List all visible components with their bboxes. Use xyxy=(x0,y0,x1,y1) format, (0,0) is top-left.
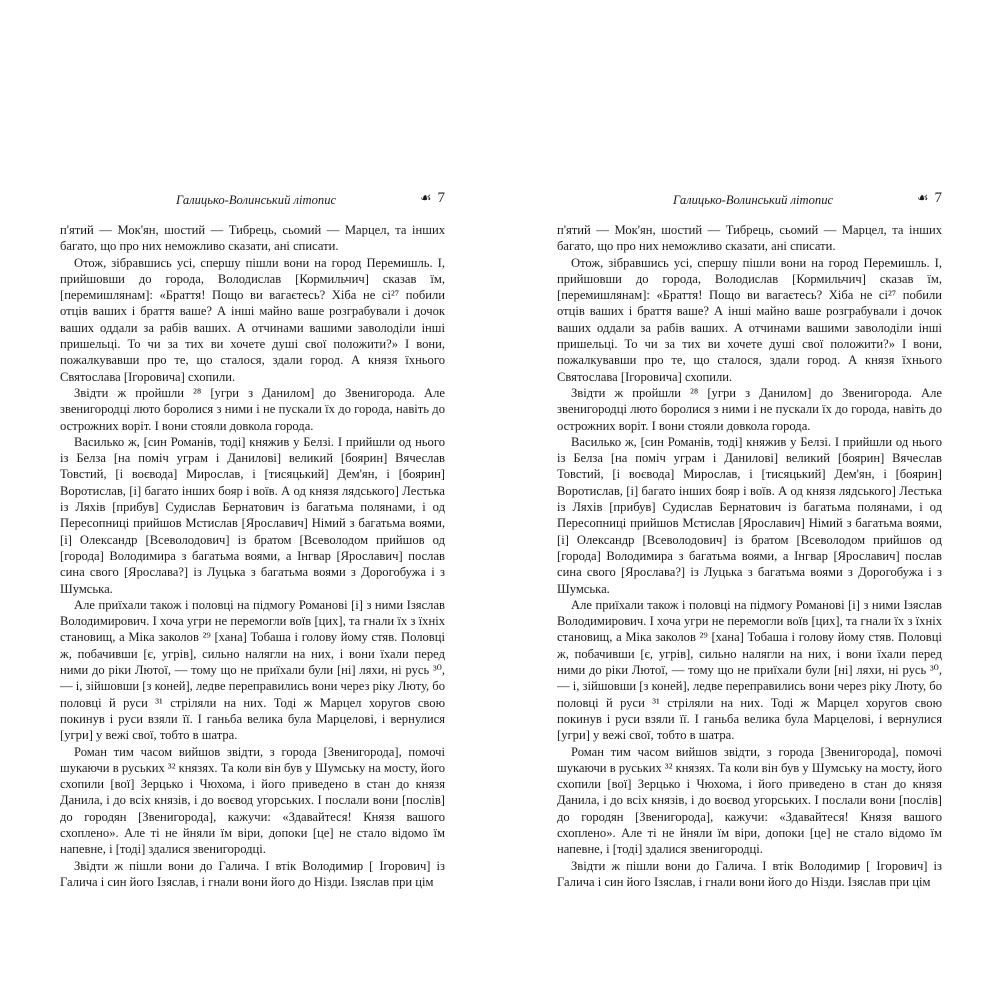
paragraph: Звідти ж пройшли ²⁸ [угри з Данилом] до Звенигорода. Але звенигородці люто боролися з ними і не пускали їх до города, навіть до острожних воріт. І вони стояли довкола города. xyxy=(60,385,445,433)
left-page xyxy=(60,192,445,890)
page-number-block xyxy=(917,190,942,206)
paragraph: Але приїхали також і половці на підмогу Романові [і] з ними Ізяслав Володимирович. І хоча угри не перемогли воїв [цих], та гнали їх з їхніх становищ, а Міка заколов ²⁹ [хана] Тобаша і голову йому стяв. Половці ж, побачивши [є, угрів], сильно налягли на них, і вони їхали перед ними до ріки Лютої, — тому що не приїхали були [ні] ляхи, ні русь ³⁰, — і, зійшовши [з коней], ледве переправились вони через ріку Люту, бо половці й руси ³¹ стріляли на них. Тоді ж Марцел хоругов свою покинув і руси взяли її. І ганьба велика була Марцелові, і вернулися [угри] у вежі свої, тобто в шатра. xyxy=(557,597,942,743)
fleuron-icon: ☙ xyxy=(419,190,432,205)
paragraph: Отож, зібравшись усі, спершу пішли вони на город Перемишль. І, прийшовши до города, Володислав [Кормильчич] сказав їм, [перемишлянам]: «Браття! Пощо ви вагаєтесь? Хіба не сі²⁷ побили отців ваших і браття ваше? А інші майно ваше розграбували і дочок ваших оддали за рабів ваших. А отчинами вашими заволоділи інші пришельці. То чи за тих ви хочете душі свої положити?» І вони, пожалкувавши про те, що сталося, здали город. А князя їхнього Святослава [Ігоровича] схопили. xyxy=(60,255,445,384)
page-number-block xyxy=(420,190,445,206)
paragraph: п'ятий — Мок'ян, шостий — Тибрець, сьомий — Марцел, та інших багато, що про них неможливо сказати, ані списати. xyxy=(60,223,445,254)
right-page xyxy=(557,192,942,890)
running-header xyxy=(557,192,942,212)
paragraph: Роман тим часом вийшов звідти, з города [Звенигорода], помочі шукаючи в руських ³² князях. Та коли він був у Шумську на мосту, його схопили [вої] Зерцько і Чюхома, і його приведено в стан до князя Данила, і до всіх князів, і до воєвод угорських. І послали вони [послів] до городян [Звенигорода], кажучи: «Здавайтеся! Князя вашого схоплено». Але ті не йняли їм віри, допоки [це] не стало відомо їм напевне, і [тоді] здалися звенигородці. xyxy=(60,744,445,857)
page-number: 7 xyxy=(437,190,445,206)
paragraph: Отож, зібравшись усі, спершу пішли вони на город Перемишль. І, прийшовши до города, Володислав [Кормильчич] сказав їм, [перемишлянам]: «Браття! Пощо ви вагаєтесь? Хіба не сі²⁷ побили отців ваших і браття ваше? А інші майно ваше розграбували і дочок ваших оддали за рабів ваших. А отчинами вашими заволоділи інші пришельці. То чи за тих ви хочете душі свої положити?» І вони, пожалкувавши про те, що сталося, здали город. А князя їхнього Святослава [Ігоровича] схопили. xyxy=(557,255,942,384)
paragraph: Василько ж, [син Романів, тоді] княжив у Белзі. І прийшли од нього із Белза [на поміч уграм і Данилові] великий [боярин] Вячеслав Товстий, [і воєвода] Мирослав, і [тисяцький] Дем'ян, і [боярин] Воротислав, [і] багато інших бояр і воїв. А од князя лядського] Лестька із Ляхів [прибув] Судислав Бернатович із багатьма полянами, і од Пересопниці прийшов Мстислав [Ярославич] Німий з багатьма воями, [і] Олександр [Всеволодович] із братом [Всеволодом прийшов од [города] Володимира з багатьма воями, а Інгвар [Ярославич] послав сина свого [Ярослава?] із Луцька з багатьма воями з Дорогобужа і з Шумська. xyxy=(60,434,445,596)
running-header xyxy=(60,192,445,212)
paragraph: Василько ж, [син Романів, тоді] княжив у Белзі. І прийшли од нього із Белза [на поміч уграм і Данилові] великий [боярин] Вячеслав Товстий, [і воєвода] Мирослав, і [тисяцький] Дем'ян, і [боярин] Воротислав, [і] багато інших бояр і воїв. А од князя лядського] Лестька із Ляхів [прибув] Судислав Бернатович із багатьма полянами, і од Пересопниці прийшов Мстислав [Ярославич] Німий з багатьма воями, [і] Олександр [Всеволодович] із братом [Всеволодом прийшов од [города] Володимира з багатьма воями, а Інгвар [Ярославич] послав сина свого [Ярослава?] із Луцька з багатьма воями з Дорогобужа і з Шумська. xyxy=(557,434,942,596)
paragraph: Але приїхали також і половці на підмогу Романові [і] з ними Ізяслав Володимирович. І хоча угри не перемогли воїв [цих], та гнали їх з їхніх становищ, а Міка заколов ²⁹ [хана] Тобаша і голову йому стяв. Половці ж, побачивши [є, угрів], сильно налягли на них, і вони їхали перед ними до ріки Лютої, — тому що не приїхали були [ні] ляхи, ні русь ³⁰, — і, зійшовши [з коней], ледве переправились вони через ріку Люту, бо половці й руси ³¹ стріляли на них. Тоді ж Марцел хоругов свою покинув і руси взяли її. І ганьба велика була Марцелові, і вернулися [угри] у вежі свої, тобто в шатра. xyxy=(60,597,445,743)
paragraph: п'ятий — Мок'ян, шостий — Тибрець, сьомий — Марцел, та інших багато, що про них неможливо сказати, ані списати. xyxy=(557,223,942,254)
paragraph: Звідти ж пішли вони до Галича. І втік Володимир [ Ігорович] із Галича і син його Ізяслав, і гнали вони його до Нізди. Ізяслав при цім xyxy=(60,858,445,889)
paragraph: Роман тим часом вийшов звідти, з города [Звенигорода], помочі шукаючи в руських ³² князях. Та коли він був у Шумську на мосту, його схопили [вої] Зерцько і Чюхома, і його приведено в стан до князя Данила, і до всіх князів, і до воєвод угорських. І послали вони [послів] до городян [Звенигорода], кажучи: «Здавайтеся! Князя вашого схоплено». Але ті не йняли їм віри, допоки [це] не стало відомо їм напевне, і [тоді] здалися звенигородці. xyxy=(557,744,942,857)
running-title: Галицько-Волинський літопис xyxy=(176,193,337,207)
paragraph: Звідти ж пройшли ²⁸ [угри з Данилом] до Звенигорода. Але звенигородці люто боролися з ними і не пускали їх до города, навіть до острожних воріт. І вони стояли довкола города. xyxy=(557,385,942,433)
page-number: 7 xyxy=(934,190,942,206)
fleuron-icon: ☙ xyxy=(916,190,929,205)
running-title: Галицько-Волинський літопис xyxy=(673,193,834,207)
paragraph: Звідти ж пішли вони до Галича. І втік Володимир [ Ігорович] із Галича і син його Ізяслав, і гнали вони його до Нізди. Ізяслав при цім xyxy=(557,858,942,889)
